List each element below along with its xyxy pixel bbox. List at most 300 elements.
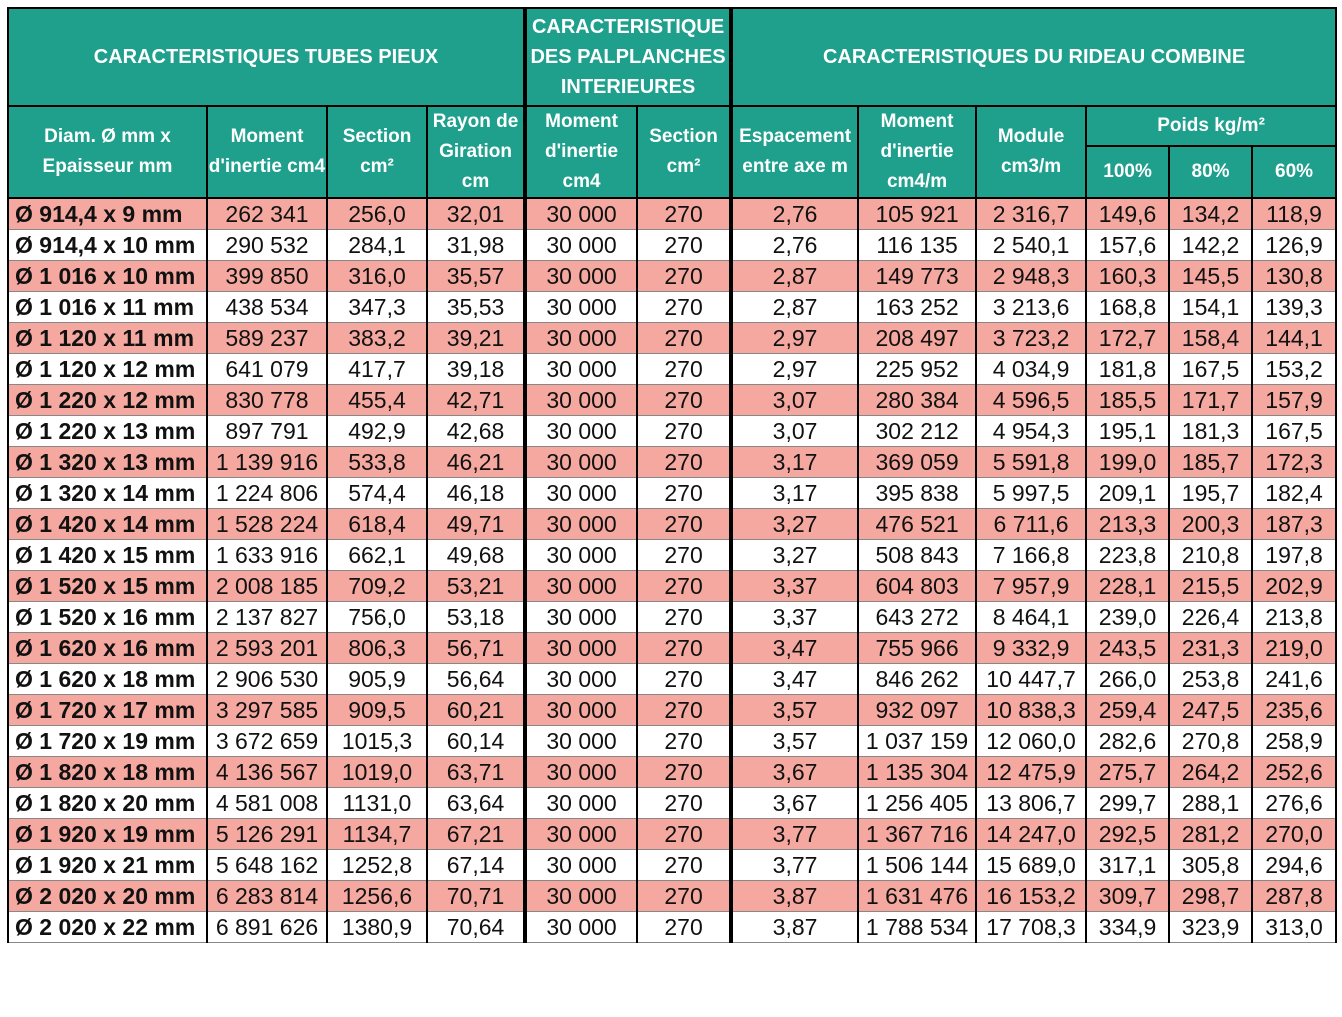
cell-espacement: 3,27	[731, 540, 858, 571]
cell-poids-100: 213,3	[1086, 509, 1169, 540]
cell-rayon: 39,21	[427, 323, 525, 354]
cell-poids-100: 223,8	[1086, 540, 1169, 571]
cell-moment-palp: 30 000	[525, 230, 637, 261]
cell-espacement: 3,67	[731, 788, 858, 819]
cell-section-palp: 270	[637, 819, 731, 850]
col-header-poids-100: 100%	[1086, 146, 1169, 198]
table-row	[8, 664, 1336, 695]
cell-moment-tube: 2 008 185	[207, 571, 327, 602]
cell-moment-tube: 897 791	[207, 416, 327, 447]
cell-module: 2 540,1	[976, 230, 1086, 261]
table-row	[8, 478, 1336, 509]
cell-section-palp: 270	[637, 230, 731, 261]
cell-poids-100: 168,8	[1086, 292, 1169, 323]
table-row	[8, 819, 1336, 850]
cell-poids-80: 231,3	[1169, 633, 1252, 664]
cell-rayon: 60,21	[427, 695, 525, 726]
cell-section-palp: 270	[637, 261, 731, 292]
cell-moment-tube: 1 633 916	[207, 540, 327, 571]
table-row	[8, 633, 1336, 664]
cell-poids-80: 281,2	[1169, 819, 1252, 850]
cell-diam: Ø 1 220 x 12 mm	[8, 385, 207, 416]
cell-moment-rideau: 280 384	[858, 385, 976, 416]
cell-moment-palp: 30 000	[525, 385, 637, 416]
cell-moment-tube: 2 593 201	[207, 633, 327, 664]
cell-poids-80: 200,3	[1169, 509, 1252, 540]
cell-moment-palp: 30 000	[525, 571, 637, 602]
cell-moment-palp: 30 000	[525, 757, 637, 788]
cell-section-tube: 347,3	[327, 292, 427, 323]
characteristics-table	[7, 7, 1337, 943]
cell-moment-tube: 589 237	[207, 323, 327, 354]
cell-poids-100: 181,8	[1086, 354, 1169, 385]
cell-moment-rideau: 1 367 716	[858, 819, 976, 850]
cell-moment-palp: 30 000	[525, 198, 637, 230]
cell-moment-palp: 30 000	[525, 416, 637, 447]
cell-moment-tube: 3 672 659	[207, 726, 327, 757]
cell-moment-palp: 30 000	[525, 261, 637, 292]
cell-poids-100: 195,1	[1086, 416, 1169, 447]
cell-espacement: 3,37	[731, 602, 858, 633]
cell-moment-rideau: 105 921	[858, 198, 976, 230]
cell-poids-60: 258,9	[1252, 726, 1336, 757]
group-header-rideau: CARACTERISTIQUES DU RIDEAU COMBINE	[731, 8, 1336, 106]
table-row	[8, 881, 1336, 912]
cell-rayon: 31,98	[427, 230, 525, 261]
cell-section-palp: 270	[637, 912, 731, 943]
cell-moment-tube: 399 850	[207, 261, 327, 292]
cell-section-tube: 1131,0	[327, 788, 427, 819]
table-row	[8, 757, 1336, 788]
cell-poids-60: 270,0	[1252, 819, 1336, 850]
cell-moment-rideau: 643 272	[858, 602, 976, 633]
cell-rayon: 32,01	[427, 198, 525, 230]
cell-moment-rideau: 395 838	[858, 478, 976, 509]
cell-rayon: 53,18	[427, 602, 525, 633]
cell-poids-80: 134,2	[1169, 198, 1252, 230]
cell-espacement: 3,57	[731, 726, 858, 757]
cell-poids-60: 235,6	[1252, 695, 1336, 726]
cell-poids-80: 253,8	[1169, 664, 1252, 695]
cell-diam: Ø 1 420 x 14 mm	[8, 509, 207, 540]
cell-moment-palp: 30 000	[525, 819, 637, 850]
col-header-section-tube: Section cm²	[327, 106, 427, 198]
table-row	[8, 850, 1336, 881]
cell-poids-60: 241,6	[1252, 664, 1336, 695]
col-header-moment-rideau: Moment d'inertie cm4/m	[858, 106, 976, 198]
cell-section-palp: 270	[637, 788, 731, 819]
cell-rayon: 42,68	[427, 416, 525, 447]
cell-poids-100: 149,6	[1086, 198, 1169, 230]
cell-poids-100: 259,4	[1086, 695, 1169, 726]
cell-module: 4 954,3	[976, 416, 1086, 447]
cell-poids-80: 158,4	[1169, 323, 1252, 354]
cell-espacement: 2,97	[731, 323, 858, 354]
cell-moment-tube: 830 778	[207, 385, 327, 416]
cell-poids-80: 323,9	[1169, 912, 1252, 943]
cell-moment-palp: 30 000	[525, 695, 637, 726]
cell-section-tube: 756,0	[327, 602, 427, 633]
cell-section-palp: 270	[637, 602, 731, 633]
cell-rayon: 70,71	[427, 881, 525, 912]
cell-poids-80: 167,5	[1169, 354, 1252, 385]
cell-section-tube: 1015,3	[327, 726, 427, 757]
cell-poids-80: 154,1	[1169, 292, 1252, 323]
cell-poids-60: 118,9	[1252, 198, 1336, 230]
cell-espacement: 3,17	[731, 478, 858, 509]
cell-rayon: 35,57	[427, 261, 525, 292]
cell-poids-100: 292,5	[1086, 819, 1169, 850]
cell-section-palp: 270	[637, 757, 731, 788]
cell-poids-100: 209,1	[1086, 478, 1169, 509]
cell-moment-tube: 1 528 224	[207, 509, 327, 540]
cell-rayon: 67,21	[427, 819, 525, 850]
cell-moment-rideau: 1 788 534	[858, 912, 976, 943]
cell-diam: Ø 1 220 x 13 mm	[8, 416, 207, 447]
cell-moment-tube: 1 139 916	[207, 447, 327, 478]
cell-module: 5 591,8	[976, 447, 1086, 478]
cell-moment-tube: 2 137 827	[207, 602, 327, 633]
cell-espacement: 3,87	[731, 881, 858, 912]
group-header-palplanches: CARACTERISTIQUE DES PALPLANCHES INTERIEURES	[525, 8, 731, 106]
cell-moment-palp: 30 000	[525, 478, 637, 509]
cell-rayon: 60,14	[427, 726, 525, 757]
cell-module: 8 464,1	[976, 602, 1086, 633]
table-row	[8, 912, 1336, 943]
cell-moment-palp: 30 000	[525, 726, 637, 757]
cell-moment-tube: 1 224 806	[207, 478, 327, 509]
cell-poids-100: 239,0	[1086, 602, 1169, 633]
cell-section-tube: 709,2	[327, 571, 427, 602]
table-row	[8, 509, 1336, 540]
cell-espacement: 3,87	[731, 912, 858, 943]
cell-poids-80: 181,3	[1169, 416, 1252, 447]
cell-diam: Ø 1 420 x 15 mm	[8, 540, 207, 571]
cell-moment-palp: 30 000	[525, 881, 637, 912]
cell-module: 5 997,5	[976, 478, 1086, 509]
cell-section-tube: 909,5	[327, 695, 427, 726]
cell-section-tube: 1019,0	[327, 757, 427, 788]
cell-diam: Ø 1 520 x 15 mm	[8, 571, 207, 602]
col-header-section-palp: Section cm²	[637, 106, 731, 198]
table-row	[8, 788, 1336, 819]
cell-poids-80: 305,8	[1169, 850, 1252, 881]
cell-diam: Ø 1 120 x 12 mm	[8, 354, 207, 385]
cell-section-tube: 316,0	[327, 261, 427, 292]
cell-poids-100: 266,0	[1086, 664, 1169, 695]
cell-moment-rideau: 604 803	[858, 571, 976, 602]
col-header-rayon: Rayon de Giration cm	[427, 106, 525, 198]
table-row	[8, 292, 1336, 323]
cell-poids-60: 182,4	[1252, 478, 1336, 509]
cell-moment-rideau: 225 952	[858, 354, 976, 385]
cell-moment-palp: 30 000	[525, 912, 637, 943]
cell-moment-palp: 30 000	[525, 664, 637, 695]
cell-moment-rideau: 163 252	[858, 292, 976, 323]
cell-section-palp: 270	[637, 385, 731, 416]
cell-poids-80: 264,2	[1169, 757, 1252, 788]
cell-section-tube: 533,8	[327, 447, 427, 478]
col-header-module: Module cm3/m	[976, 106, 1086, 198]
cell-diam: Ø 1 520 x 16 mm	[8, 602, 207, 633]
cell-module: 3 723,2	[976, 323, 1086, 354]
cell-module: 4 596,5	[976, 385, 1086, 416]
cell-espacement: 2,87	[731, 292, 858, 323]
cell-section-tube: 1380,9	[327, 912, 427, 943]
cell-diam: Ø 1 016 x 10 mm	[8, 261, 207, 292]
cell-moment-rideau: 116 135	[858, 230, 976, 261]
cell-rayon: 49,71	[427, 509, 525, 540]
col-header-moment-tube: Moment d'inertie cm4	[207, 106, 327, 198]
cell-moment-palp: 30 000	[525, 633, 637, 664]
cell-section-tube: 284,1	[327, 230, 427, 261]
cell-rayon: 42,71	[427, 385, 525, 416]
cell-poids-60: 157,9	[1252, 385, 1336, 416]
table-body	[8, 198, 1336, 943]
cell-module: 12 060,0	[976, 726, 1086, 757]
cell-moment-rideau: 1 135 304	[858, 757, 976, 788]
col-header-espacement: Espacement entre axe m	[731, 106, 858, 198]
cell-moment-rideau: 149 773	[858, 261, 976, 292]
col-header-poids-80: 80%	[1169, 146, 1252, 198]
cell-rayon: 63,71	[427, 757, 525, 788]
col-header-poids: Poids kg/m²	[1086, 106, 1336, 146]
cell-section-tube: 492,9	[327, 416, 427, 447]
cell-moment-rideau: 1 037 159	[858, 726, 976, 757]
table-row	[8, 447, 1336, 478]
cell-moment-rideau: 1 256 405	[858, 788, 976, 819]
cell-poids-100: 172,7	[1086, 323, 1169, 354]
cell-moment-rideau: 846 262	[858, 664, 976, 695]
cell-poids-60: 213,8	[1252, 602, 1336, 633]
cell-module: 6 711,6	[976, 509, 1086, 540]
cell-poids-80: 298,7	[1169, 881, 1252, 912]
cell-moment-tube: 6 891 626	[207, 912, 327, 943]
cell-espacement: 3,17	[731, 447, 858, 478]
cell-diam: Ø 914,4 x 9 mm	[8, 198, 207, 230]
cell-espacement: 3,27	[731, 509, 858, 540]
cell-poids-60: 276,6	[1252, 788, 1336, 819]
cell-section-palp: 270	[637, 881, 731, 912]
cell-poids-100: 309,7	[1086, 881, 1169, 912]
cell-moment-palp: 30 000	[525, 447, 637, 478]
cell-poids-60: 287,8	[1252, 881, 1336, 912]
cell-moment-tube: 4 136 567	[207, 757, 327, 788]
cell-section-tube: 417,7	[327, 354, 427, 385]
cell-diam: Ø 1 920 x 21 mm	[8, 850, 207, 881]
cell-rayon: 39,18	[427, 354, 525, 385]
cell-module: 15 689,0	[976, 850, 1086, 881]
table-row	[8, 261, 1336, 292]
cell-poids-60: 130,8	[1252, 261, 1336, 292]
cell-espacement: 3,57	[731, 695, 858, 726]
cell-moment-palp: 30 000	[525, 850, 637, 881]
cell-poids-60: 153,2	[1252, 354, 1336, 385]
cell-section-tube: 1256,6	[327, 881, 427, 912]
cell-moment-palp: 30 000	[525, 292, 637, 323]
cell-poids-60: 139,3	[1252, 292, 1336, 323]
cell-espacement: 2,97	[731, 354, 858, 385]
col-header-moment-palp: Moment d'inertie cm4	[525, 106, 637, 198]
cell-module: 16 153,2	[976, 881, 1086, 912]
cell-moment-tube: 3 297 585	[207, 695, 327, 726]
cell-poids-80: 185,7	[1169, 447, 1252, 478]
cell-section-tube: 806,3	[327, 633, 427, 664]
cell-moment-palp: 30 000	[525, 788, 637, 819]
cell-poids-100: 282,6	[1086, 726, 1169, 757]
cell-diam: Ø 1 820 x 20 mm	[8, 788, 207, 819]
cell-moment-tube: 641 079	[207, 354, 327, 385]
cell-section-tube: 256,0	[327, 198, 427, 230]
cell-moment-rideau: 476 521	[858, 509, 976, 540]
cell-module: 10 447,7	[976, 664, 1086, 695]
cell-module: 14 247,0	[976, 819, 1086, 850]
cell-rayon: 53,21	[427, 571, 525, 602]
cell-section-tube: 455,4	[327, 385, 427, 416]
cell-module: 3 213,6	[976, 292, 1086, 323]
cell-rayon: 46,21	[427, 447, 525, 478]
cell-diam: Ø 2 020 x 20 mm	[8, 881, 207, 912]
cell-rayon: 35,53	[427, 292, 525, 323]
cell-section-tube: 1134,7	[327, 819, 427, 850]
cell-module: 10 838,3	[976, 695, 1086, 726]
cell-section-palp: 270	[637, 198, 731, 230]
cell-poids-100: 334,9	[1086, 912, 1169, 943]
cell-module: 4 034,9	[976, 354, 1086, 385]
cell-poids-60: 144,1	[1252, 323, 1336, 354]
cell-module: 7 957,9	[976, 571, 1086, 602]
cell-module: 12 475,9	[976, 757, 1086, 788]
cell-moment-tube: 2 906 530	[207, 664, 327, 695]
cell-espacement: 3,07	[731, 416, 858, 447]
cell-poids-60: 202,9	[1252, 571, 1336, 602]
cell-poids-60: 313,0	[1252, 912, 1336, 943]
cell-moment-rideau: 208 497	[858, 323, 976, 354]
cell-moment-rideau: 932 097	[858, 695, 976, 726]
cell-poids-60: 187,3	[1252, 509, 1336, 540]
col-header-poids-60: 60%	[1252, 146, 1336, 198]
cell-moment-rideau: 302 212	[858, 416, 976, 447]
cell-section-tube: 662,1	[327, 540, 427, 571]
cell-section-palp: 270	[637, 354, 731, 385]
cell-section-palp: 270	[637, 540, 731, 571]
cell-diam: Ø 1 720 x 17 mm	[8, 695, 207, 726]
cell-poids-80: 171,7	[1169, 385, 1252, 416]
table-header	[8, 8, 1336, 198]
cell-moment-palp: 30 000	[525, 354, 637, 385]
cell-poids-60: 219,0	[1252, 633, 1336, 664]
cell-poids-60: 167,5	[1252, 416, 1336, 447]
cell-section-palp: 270	[637, 726, 731, 757]
cell-module: 2 948,3	[976, 261, 1086, 292]
cell-section-tube: 618,4	[327, 509, 427, 540]
cell-moment-tube: 262 341	[207, 198, 327, 230]
table-row	[8, 602, 1336, 633]
cell-module: 17 708,3	[976, 912, 1086, 943]
cell-module: 9 332,9	[976, 633, 1086, 664]
cell-section-tube: 383,2	[327, 323, 427, 354]
cell-rayon: 63,64	[427, 788, 525, 819]
cell-section-palp: 270	[637, 633, 731, 664]
cell-diam: Ø 1 920 x 19 mm	[8, 819, 207, 850]
cell-poids-100: 160,3	[1086, 261, 1169, 292]
cell-moment-palp: 30 000	[525, 509, 637, 540]
cell-espacement: 2,76	[731, 230, 858, 261]
cell-moment-tube: 5 126 291	[207, 819, 327, 850]
cell-espacement: 3,67	[731, 757, 858, 788]
cell-section-palp: 270	[637, 292, 731, 323]
table-row	[8, 695, 1336, 726]
cell-poids-80: 226,4	[1169, 602, 1252, 633]
cell-section-tube: 574,4	[327, 478, 427, 509]
table-row	[8, 416, 1336, 447]
cell-section-tube: 1252,8	[327, 850, 427, 881]
cell-diam: Ø 1 120 x 11 mm	[8, 323, 207, 354]
cell-moment-tube: 4 581 008	[207, 788, 327, 819]
cell-poids-100: 275,7	[1086, 757, 1169, 788]
cell-poids-80: 270,8	[1169, 726, 1252, 757]
cell-espacement: 3,77	[731, 819, 858, 850]
cell-section-palp: 270	[637, 323, 731, 354]
cell-espacement: 2,76	[731, 198, 858, 230]
cell-rayon: 56,64	[427, 664, 525, 695]
cell-diam: Ø 1 320 x 13 mm	[8, 447, 207, 478]
cell-rayon: 49,68	[427, 540, 525, 571]
cell-diam: Ø 1 016 x 11 mm	[8, 292, 207, 323]
cell-moment-palp: 30 000	[525, 540, 637, 571]
cell-moment-tube: 438 534	[207, 292, 327, 323]
table-row	[8, 385, 1336, 416]
cell-rayon: 46,18	[427, 478, 525, 509]
cell-espacement: 3,47	[731, 664, 858, 695]
cell-diam: Ø 1 820 x 18 mm	[8, 757, 207, 788]
table-row	[8, 354, 1336, 385]
cell-section-palp: 270	[637, 850, 731, 881]
cell-section-palp: 270	[637, 478, 731, 509]
cell-module: 7 166,8	[976, 540, 1086, 571]
cell-poids-60: 252,6	[1252, 757, 1336, 788]
cell-rayon: 70,64	[427, 912, 525, 943]
cell-espacement: 3,37	[731, 571, 858, 602]
cell-poids-60: 197,8	[1252, 540, 1336, 571]
table-row	[8, 726, 1336, 757]
cell-rayon: 67,14	[427, 850, 525, 881]
cell-rayon: 56,71	[427, 633, 525, 664]
cell-moment-palp: 30 000	[525, 602, 637, 633]
cell-poids-60: 126,9	[1252, 230, 1336, 261]
cell-poids-80: 215,5	[1169, 571, 1252, 602]
cell-moment-tube: 6 283 814	[207, 881, 327, 912]
cell-diam: Ø 1 720 x 19 mm	[8, 726, 207, 757]
cell-moment-rideau: 1 506 144	[858, 850, 976, 881]
cell-diam: Ø 1 620 x 18 mm	[8, 664, 207, 695]
group-header-tubes: CARACTERISTIQUES TUBES PIEUX	[8, 8, 525, 106]
cell-section-palp: 270	[637, 416, 731, 447]
table-row	[8, 540, 1336, 571]
cell-poids-100: 157,6	[1086, 230, 1169, 261]
cell-moment-rideau: 1 631 476	[858, 881, 976, 912]
cell-diam: Ø 1 320 x 14 mm	[8, 478, 207, 509]
table-row	[8, 198, 1336, 230]
cell-poids-100: 228,1	[1086, 571, 1169, 602]
cell-section-palp: 270	[637, 695, 731, 726]
cell-poids-100: 185,5	[1086, 385, 1169, 416]
cell-section-palp: 270	[637, 509, 731, 540]
cell-poids-80: 247,5	[1169, 695, 1252, 726]
cell-poids-80: 145,5	[1169, 261, 1252, 292]
table-row	[8, 323, 1336, 354]
cell-section-palp: 270	[637, 571, 731, 602]
